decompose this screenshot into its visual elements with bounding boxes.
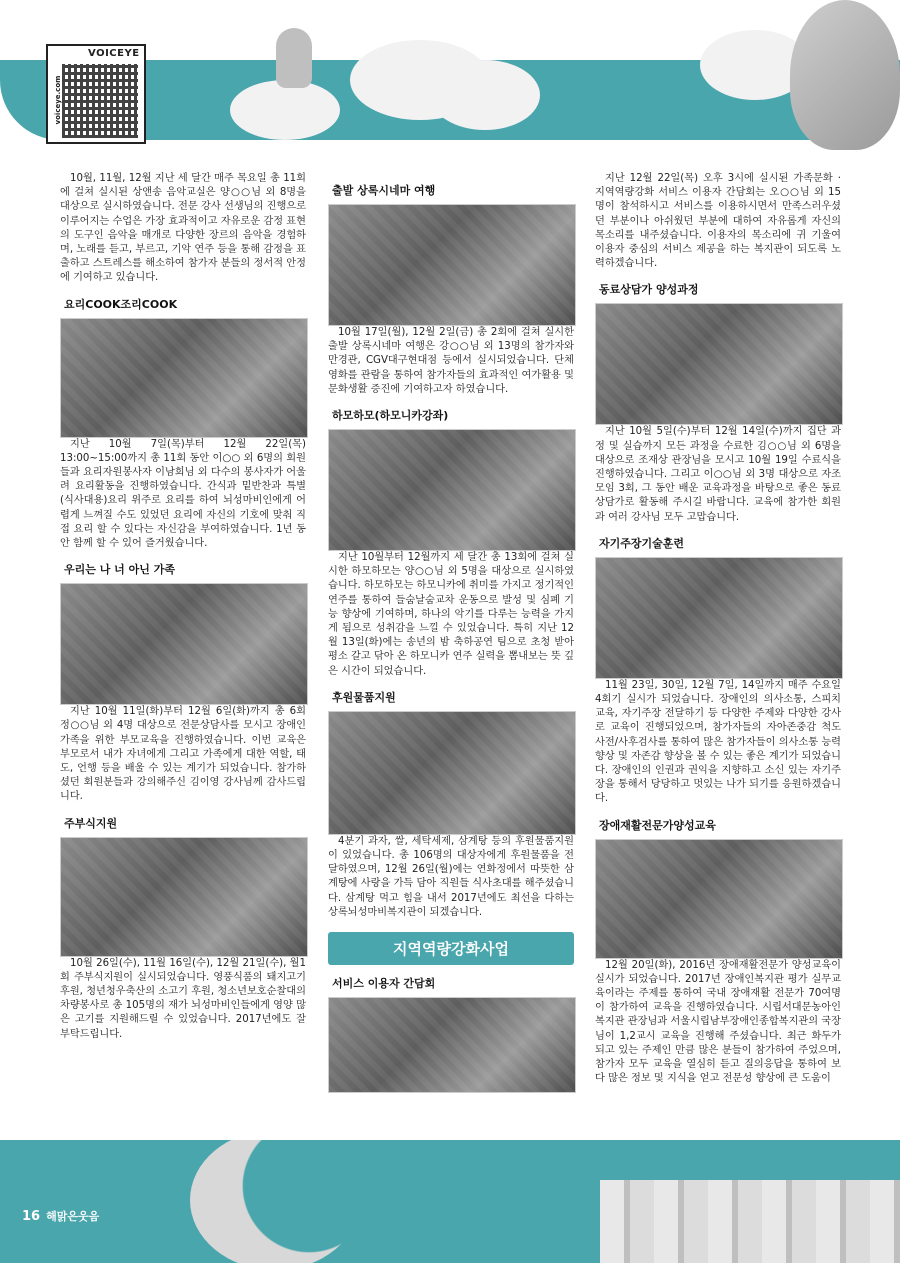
character-illustration bbox=[276, 28, 312, 88]
photo-image bbox=[328, 997, 576, 1093]
article-paragraph: 지난 10월 5일(수)부터 12월 14일(수)까지 집단 과정 및 실습까지 모든 과정을 수료한 김○○님 외 6명을 대상으로 조재상 관장님을 모시고 10월 19일 수료식을 진행하였습니다. 그리고 이○○님 외 3명 대상으로 자조모임 3회, 그 동안 배운 교육과정을 바탕으로 좋은 동료 상담가로 활동해 주시길 바랍니다. 교육에 참가한 회원과 여러 강사님 모두 고맙습니다. bbox=[595, 426, 841, 523]
section-heading: 장애재활전문가양성교육 bbox=[599, 818, 716, 832]
qr-code-icon bbox=[62, 64, 138, 138]
section-heading: 출발 상록시네마 여행 bbox=[332, 184, 436, 197]
photo-image bbox=[328, 204, 576, 326]
photo-image bbox=[595, 839, 843, 959]
article-paragraph: 지난 10월부터 12월까지 세 달간 총 13회에 걸쳐 실시한 하모하모는 양○○님 외 5명을 대상으로 실시하였습니다. 하모하모는 하모니카에 취미를 가지고 정기적인 연주를 통하여 들숨날숨교차 운동으로 발성 및 심폐 기능 향상에 기여하며, 하나의 악기를 다루는 능력을 가지게 됨으로 성취감을 느낄 수 있었습니다. 특히 지난 12월 13일(화)에는 송년의 밤 축하공연 팀으로 초청 받아 평소 갈고 닦아 온 하모니카 연주 실력을 뽐내보는 뜻 깊은 시간이 되었습니다. bbox=[328, 552, 574, 677]
moon-illustration bbox=[190, 1140, 360, 1263]
section-banner: 지역역량강화사업 bbox=[328, 932, 574, 965]
section-heading: 서비스 이용자 간담회 bbox=[332, 977, 436, 991]
article-paragraph: 지난 10월 7일(목)부터 12월 22일(목) 13:00~15:00까지 총 11회 동안 이○○ 외 6명의 회원들과 요리자원봉사자 이남희님 외 다수의 봉사자가 어울려 요리활동을 진행하였습니다. 간식과 밑반찬과 특별(식사대용)요리 위주로 요리를 하여 뇌성마비인에게 어렵게 느껴질 수도 있었던 요리에 자신의 기호에 맞춰 직접 요리 할 수 있다는 자신감을 부여하였습니다. 1년 동안 함께 할 수 있어 즐거웠습니다. bbox=[60, 438, 306, 550]
section-heading: 동료상담가 양성과정 bbox=[599, 283, 699, 297]
section-heading: 후원물품지원 bbox=[332, 690, 396, 704]
article-paragraph: 10월 17일(월), 12월 2일(금) 총 2회에 걸쳐 실시한 출발 상록시네마 여행은 강○○님 외 13명의 참가자와 만경관, CGV대구현대점 등에서 실시되었습니다. 단체 영화를 관람을 통하여 참가자들의 효과적인 여가활용 및 문화생활 증진에 기여하고자 하였습니다. bbox=[328, 327, 574, 395]
balloon-illustration bbox=[790, 0, 900, 150]
photo-image bbox=[328, 429, 576, 551]
section-heading: 자기주장기술훈련 bbox=[599, 536, 685, 550]
footer-decoration bbox=[0, 1140, 900, 1263]
cloud-shape bbox=[430, 60, 540, 130]
section-heading: 하모하모(하모니카강좌) bbox=[332, 409, 449, 423]
photo-image bbox=[60, 318, 308, 438]
article-column-right bbox=[595, 172, 841, 1087]
magazine-name: 해맑은웃음 bbox=[46, 1210, 100, 1223]
article-paragraph: 10월 26일(수), 11월 16일(수), 12월 21일(수), 월1회 주부식지원이 실시되었습니다. 영풍식품의 돼지고기 후원, 청년청우축산의 소고기 후원, 청소년보호순찰대의 차량봉사로 총 105명의 재가 뇌성마비인들에게 영양 많은 고기를 지원해드릴 수 있었습니다. 2017년에도 잘 부탁드립니다. bbox=[60, 957, 306, 1040]
page-number: 16 bbox=[22, 1209, 41, 1224]
voiceye-logo-text: VOICEYE bbox=[88, 48, 140, 59]
voiceye-site-text: voiceye.com bbox=[54, 75, 62, 125]
photo-image bbox=[328, 711, 576, 835]
cloud-shape bbox=[230, 80, 340, 140]
article-column-middle bbox=[328, 172, 574, 1093]
article-paragraph: 지난 10월 11일(화)부터 12월 6일(화)까지 총 6회 정○○님 외 4명 대상으로 전문상담사를 모시고 장애인 가족을 위한 부모교육을 진행하였습니다. 이번 교육은 부모로서 내가 자녀에게 그리고 가족에게 대한 역할, 태도, 언행 등을 배울 수 있는 계기가 되었습니다. 참가하셨던 회원분들과 강의해주신 김이영 강사님께 감사드립니다. bbox=[60, 706, 306, 803]
town-illustration bbox=[600, 1180, 900, 1263]
voiceye-qr-code bbox=[46, 44, 146, 144]
article-paragraph: 지난 12월 22일(목) 오후 3시에 실시된 가족문화 · 지역역량강화 서비스 이용자 간담회는 오○○님 외 15명이 참석하시고 서비스를 이용하시면서 만족스러우셨던 부분이나 아쉬웠던 부분에 대하여 자유롭게 자신의 목소리를 내주셨습니다. 이용자의 목소리에 귀 기울여 이용자 중심의 서비스 제공을 하는 복지관이 되도록 노력하겠습니다. bbox=[595, 173, 841, 270]
article-paragraph: 10월, 11월, 12월 지난 세 달간 매주 목요일 총 11회에 걸쳐 실시된 상앤송 음악교실은 양○○님 외 8명을 대상으로 실시하였습니다. 전문 강사 선생님의 진행으로 이루어지는 수업은 가장 효과적이고 자유로운 감정 표현의 도구인 음악을 매개로 다양한 장르의 음악을 경험하며, 노래를 듣고, 부르고, 기악 연주 등을 통해 감정을 표출하고 스트레스를 해소하여 참가자 분들의 정서적 안정에 기여하고 있습니다. bbox=[60, 173, 306, 284]
article-paragraph: 12월 20일(화), 2016년 장애재활전문가 양성교육이 실시가 되었습니다. 2017년 장애인복지관 평가 실무교육이라는 주제를 통하여 국내 장애재활 전문가 70여명이 참가하여 교육을 진행하였습니다. 시립서대문농아인복지관 관장님과 서울시립남부장애인종합복지관의 국장님이 1,2교시 교육을 진행해 주셨습니다. 최근 화두가 되고 있는 주제인 만큼 많은 분들이 참가하여 주었으며, 참가자 모두 교육을 열심히 듣고 질의응답을 통하여 보다 많은 정보 및 지식을 얻고 전문성 향상에 큰 도움이 bbox=[595, 959, 841, 1085]
photo-image bbox=[595, 303, 843, 425]
photo-image bbox=[60, 583, 308, 705]
photo-image bbox=[595, 557, 843, 679]
page-footer bbox=[22, 1208, 99, 1224]
photo-image bbox=[60, 837, 308, 957]
article-paragraph: 11월 23일, 30일, 12월 7일, 14일까지 매주 수요일 4회기 실시가 되었습니다. 장애인의 의사소통, 스피치 교육, 자기주장 전달하기 등 다양한 주제와 다양한 강사로 교육이 진행되었으며, 참가자들의 자아존중감 척도 사전/사후검사를 통하여 많은 참가자들이 의사소통 능력 향상 및 자존감 향상을 볼 수 있는 좋은 계기가 되었습니다. 장애인의 인권과 권익을 지향하고 소신 있는 자기주장을 통해서 당당하고 멋있는 나가 되기를 응원하겠습니다. bbox=[595, 679, 841, 805]
section-heading: 요리COOK조리COOK bbox=[64, 297, 178, 311]
section-heading: 주부식지원 bbox=[64, 816, 118, 830]
article-paragraph: 4분기 과자, 쌀, 세탁세제, 삼계탕 등의 후원물품지원이 있었습니다. 총 106명의 대상자에게 후원물품을 전달하였으며, 12월 26일(월)에는 연화정에서 따뜻한 삼계탕에 사랑을 가득 담아 직원들 식사초대를 해주셨습니다. 삼계탕 먹고 힘을 내서 2017년에도 최선을 다하는 상록뇌성마비복지관이 되겠습니다. bbox=[328, 835, 574, 918]
section-heading: 우리는 나 너 아닌 가족 bbox=[64, 563, 175, 577]
article-column-left bbox=[60, 172, 306, 1042]
